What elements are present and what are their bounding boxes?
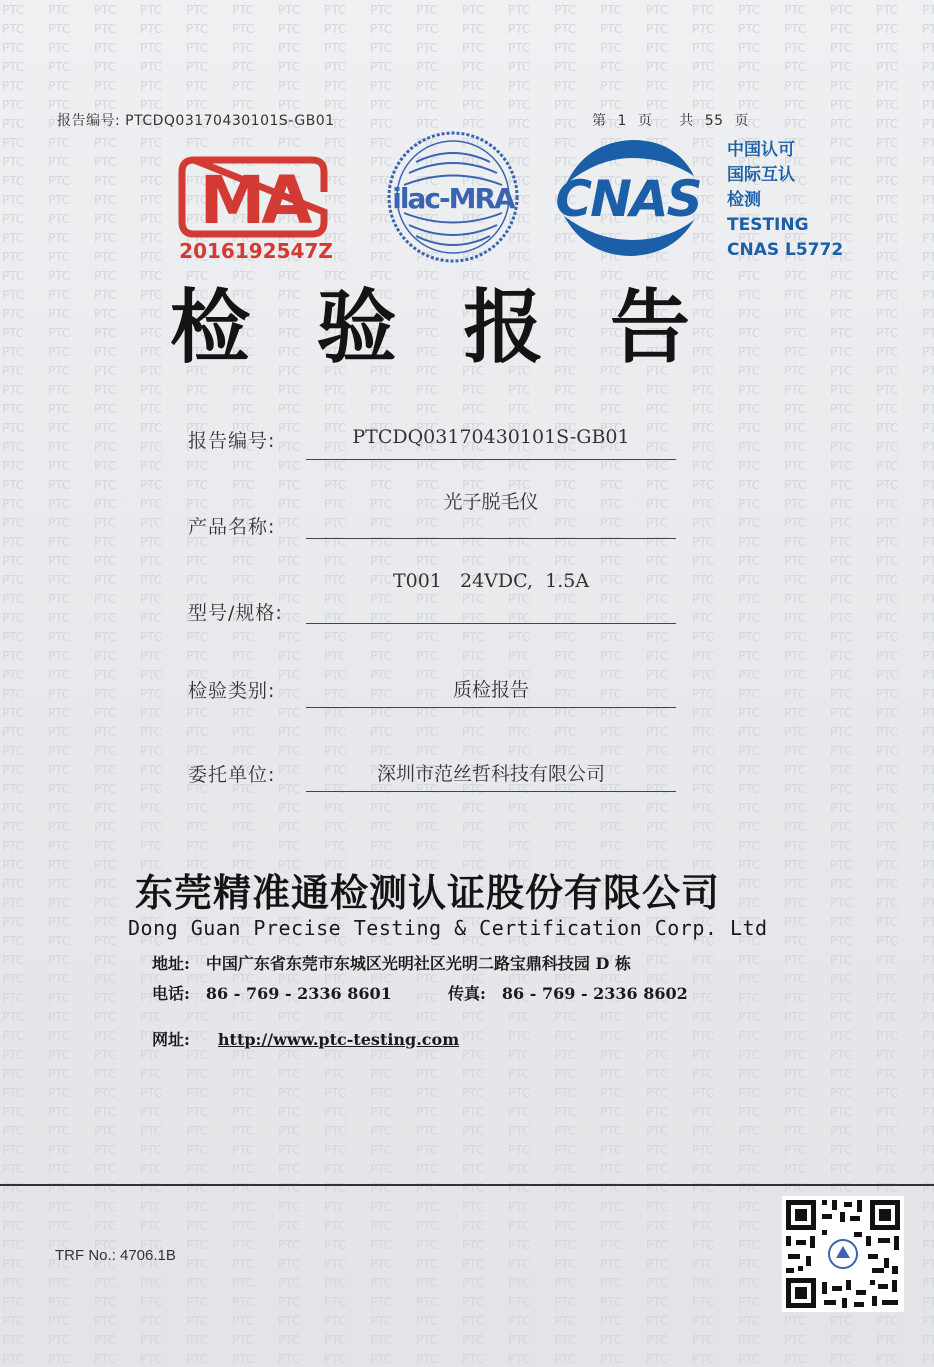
fax-label: 传真: [448,984,486,1003]
field-inspection-type-line [306,707,676,708]
accreditation-line-3: 检测 [727,190,761,210]
field-product-name-line [306,538,676,539]
page-title [160,270,700,374]
cnas-seal-logo [546,136,710,260]
company-name-cn: 东莞精准通检测认证股份有限公司 [135,871,721,915]
field-model-label: 型号/规格: [188,602,283,624]
field-client-line [306,791,676,792]
field-model-line [306,623,676,624]
ilac-mra-seal-logo [384,128,522,266]
field-client-label: 委托单位: [188,764,276,786]
page-unit: 页 [637,113,653,129]
field-report-number-line [306,459,676,460]
title-char-2: 验 [316,279,397,374]
cma-seal-text: MA [199,162,309,239]
phone-value: 86 - 769 - 2336 8601 [205,984,392,1003]
accreditation-line-5: CNAS L5772 [727,240,844,260]
field-report-number-value: PTCDQ03170430101S-GB01 [352,426,630,448]
company-phone [152,981,392,1004]
title-char-4: 告 [609,279,690,374]
website-label: 网址: [152,1030,190,1049]
total-prefix: 共 [679,113,694,129]
accreditation-text [727,138,843,263]
page-total: 55 [704,113,724,129]
footer-divider [0,1184,934,1186]
trf-number: TRF No.: 4706.1B [55,1247,176,1264]
cnas-seal-text: CNAS [555,170,701,228]
title-char-3: 报 [463,279,544,374]
field-inspection-type-value: 质检报告 [452,679,529,701]
cma-seal-logo [172,148,334,266]
field-product-name-value: 光子脱毛仪 [443,491,539,513]
website-link[interactable]: http://www.ptc-testing.com [217,1030,460,1049]
field-model-value: T001 24VDC, 1.5A [392,570,590,592]
field-report-number-label: 报告编号: [188,430,276,452]
field-product-name-label: 产品名称: [188,516,276,538]
company-address [152,951,631,974]
total-unit: 页 [734,113,750,129]
address-label: 地址: [152,954,190,973]
field-client-value: 深圳市范丝哲科技有限公司 [376,763,605,785]
qr-code[interactable] [782,1196,904,1312]
page-current: 1 [617,113,627,129]
accreditation-line-2: 国际互认 [727,165,795,185]
phone-label: 电话: [152,984,190,1003]
fax-value: 86 - 769 - 2336 8602 [501,984,688,1003]
report-number-header-label: 报告编号: [57,113,121,129]
address-value: 中国广东省东莞市东城区光明社区光明二路宝鼎科技园 D 栋 [205,954,631,973]
company-name-en: Dong Guan Precise Testing & Certification Corp. Ltd [128,916,768,940]
company-website [152,1027,459,1050]
company-fax [448,981,688,1004]
report-number-header [57,110,335,130]
page-indicator [592,110,755,130]
title-char-1: 检 [170,279,250,374]
accreditation-line-4: TESTING [727,215,809,235]
page-prefix: 第 [592,113,607,129]
field-inspection-type-label: 检验类别: [188,680,276,702]
report-number-header-value: PTCDQ03170430101S-GB01 [125,113,335,129]
ilac-seal-text: ilac-MRA [392,182,514,215]
cma-seal-number: 2016192547Z [179,239,333,263]
accreditation-line-1: 中国认可 [727,140,795,160]
